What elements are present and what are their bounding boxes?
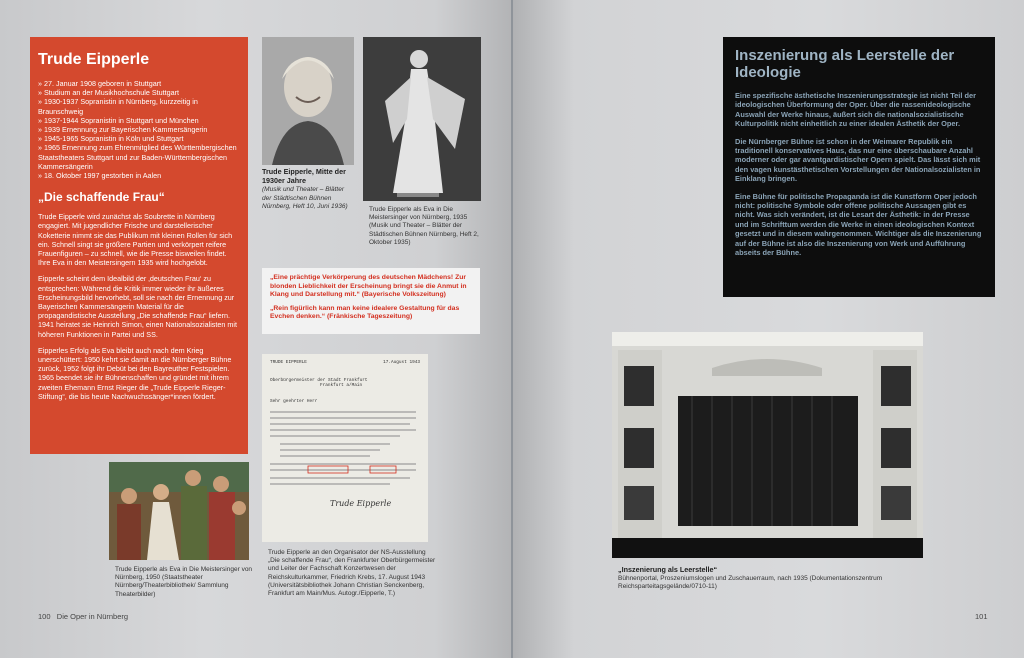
fact-item: » 1930-1937 Sopranistin in Nürnberg, kurzzeitig in Braunschweig [38,97,240,115]
portrait-caption-text: (Musik und Theater – Blätter der Städtischen Bühnen Nürnberg, Heft 10, Juni 1936) [262,186,348,210]
body-paragraph: Die Nürnberger Bühne ist schon in der Weimarer Republik ein traditionell konservatives Haus, das nur eine überschaubare Anzahl moderner oder gar avantgardistischer Opern spielt. Das lässt sich mit den vagen kunstästhetischen Vorstellungen der Nationalsozialisten in Einklang bringen. [735,136,981,184]
ideology-box [723,37,995,297]
letter-header: TRUDE EIPPERLE [270,360,307,365]
eva-1950-photo [109,462,249,560]
stage-caption-title: „Inszenierung als Leerstelle“ [618,565,718,574]
stage-caption-text: Bühnenportal, Proszeniumslogen und Zuschauerraum, nach 1935 (Dokumentationszentrum Reichsparteitagsgelände/0710-11) [618,575,883,591]
left-footer [38,612,128,621]
body-paragraph: Eine Bühne für politische Propaganda ist die Kunstform Oper jedoch nicht: politische Symbole oder offene politische Aussagen gibt es nicht. Was sich verändert, ist die Lesart der Ästhetik: in der Presse und im Schrifttum werden die Werke in einen ideologischen Kontext gesetzt und in diesem wahrgenommen. Wichtiger als die Inszenierung auf der Bühne ist also die Inszenierung von Werk und Aufführung abseits der Bühne. [735,191,982,258]
right-footer [975,612,988,621]
fact-item: » 1945-1965 Sopranistin in Köln und Stuttgart [38,134,240,143]
biography-box [30,37,248,454]
fact-item: » 1937-1944 Sopranistin in Stuttgart und München [38,116,240,125]
fact-item: » 18. Oktober 1997 gestorben in Aalen [38,171,240,180]
biography-title: Trude Eipperle [38,51,150,68]
letter-salutation: Sehr geehrter Herr [270,398,318,404]
portrait-photo [262,37,354,165]
stage-caption [618,566,918,592]
section-subtitle: „Die schaffende Frau“ [38,190,165,205]
eva-1935-photo [363,37,481,201]
portrait-caption [262,168,354,211]
portrait-caption-title: Trude Eipperle, Mitte der 1930er Jahre [262,167,346,186]
body-paragraph: Eine spezifische ästhetische Inszenierungsstrategie ist nicht Teil der ideologischen Überformung der Oper. Über die rassenideologische Auswahl der Werke hinaus, äußert sich die nationalsozialistische Kulturpolitik nicht einheitlich zu einer idealen Ästhetik der Oper. [735,91,976,129]
letter-signature: Trude Eipperle [330,498,392,508]
body-paragraph: Eipperles Erfolg als Eva bleibt auch nach dem Krieg unerschüttert: 1950 kehrt sie damit an die Nürnberger Bühne zurück, 1952 folgt ihr Debüt bei den Bayreuther Festspielen. 1965 beendet sie ihr Bühnenschaffen und gründet mit ihrem zweiten Ehemann Ernst Rieger die „Trude Eipperle Rieger-Stiftung“, die bis heute Nachwuchssänger*innen fördert. [38,345,232,401]
letter-date: 17.August 1943 [383,360,420,365]
body-paragraph: Trude Eipperle wird zunächst als Soubrette in Nürnberg engagiert. Mit jugendlicher Frische und darstellerischer Koketterie nimmt sie das Publikum mit kleinen Rollen für sich ein. Schnell singt sie größere Partien und verkörpert reifere Frauenfiguren – zu schnell, wie die Presse bisweilen findet. Ihre Eva in den Meistersingern 1935 wird hochgelobt. [38,212,233,268]
letter-document [262,354,428,542]
eva-1935-caption: Trude Eipperle als Eva in Die Meistersinger von Nürnberg, 1935 (Musik und Theater – Blätter der Städtischen Bühnen Nürnberg, Heft 2, Oktober 1935) [369,206,479,246]
facts-list [38,79,240,180]
left-page [0,0,511,658]
letter-caption: Trude Eipperle an den Organisator der NS-Ausstellung „Die schaffende Frau“, den Frankfurter Oberbürgermeister und Leiter der Fachschaft Konzertwesen der Reichskulturkammer, Friedrich Krebs, 17. August 1943 (Universitätsbibliothek Johann Christian Senckenberg, Frankfurt am Main/Mus. Autogr./Eipperle, T.) [268,549,436,598]
letter-text-lines [270,408,420,498]
page-number: 101 [975,612,988,621]
eva-1950-caption: Trude Eipperle als Eva in Die Meistersinger von Nürnberg, 1950 (Staatstheater Nürnberg/Theaterbibliothek/ Sammlung Theaterbilder) [115,566,253,598]
body-paragraph: Eipperle scheint dem Idealbild der ‚deutschen Frau‘ zu entsprechen: Während die Kritik immer wieder ihr äußeres Erscheinungsbild hervorhebt, soll sie nach der Ernennung zur Bayerischen Kammersängerin Material für die propagandistische Ausstellung „Die schaffende Frau“ liefern. 1941 heiratet sie Heinrich Simon, einen Nationalsozialisten mit höheren Funktionen in Partei und SS. [38,274,237,339]
stage-drawing [612,332,923,558]
fact-item: » 27. Januar 1908 geboren in Stuttgart [38,79,240,88]
press-quote: „Eine prächtige Verkörperung des deutschen Mädchens! Zur blonden Lieblichkeit der Erscheinung bringt sie die Anmut in Klang und Darstellung mit.“ (Bayerische Volkszeitung) [270,274,467,299]
fact-item: » 1965 Ernennung zum Ehrenmitglied des Württembergischen Staatstheaters Stuttgart und zur Baden-Württembergischen Kammersängerin [38,143,240,171]
stage-photo [612,332,923,558]
eva-1950-drawing [109,462,249,560]
right-page [513,0,1024,658]
letter-addressee: Oberbürgermeister der Stadt Frankfurt [270,377,368,383]
press-quote: „Rein figürlich kann man keine idealere Gestaltung für das Evchen denken.“ (Fränkische Tageszeitung) [270,304,460,321]
fact-item: » 1939 Ernennung zur Bayerischen Kammersängerin [38,125,240,134]
running-title: Die Oper in Nürnberg [56,612,129,621]
press-quotes-box [262,268,480,334]
portrait-drawing [262,37,354,165]
fact-item: » Studium an der Musikhochschule Stuttgart [38,88,240,97]
page-number: 100 [38,612,51,621]
eva-costume-drawing [363,37,481,201]
ideology-title: Inszenierung als Leerstelle der Ideologie [735,47,955,81]
letter-city: Frankfurt a/Main [320,383,363,389]
